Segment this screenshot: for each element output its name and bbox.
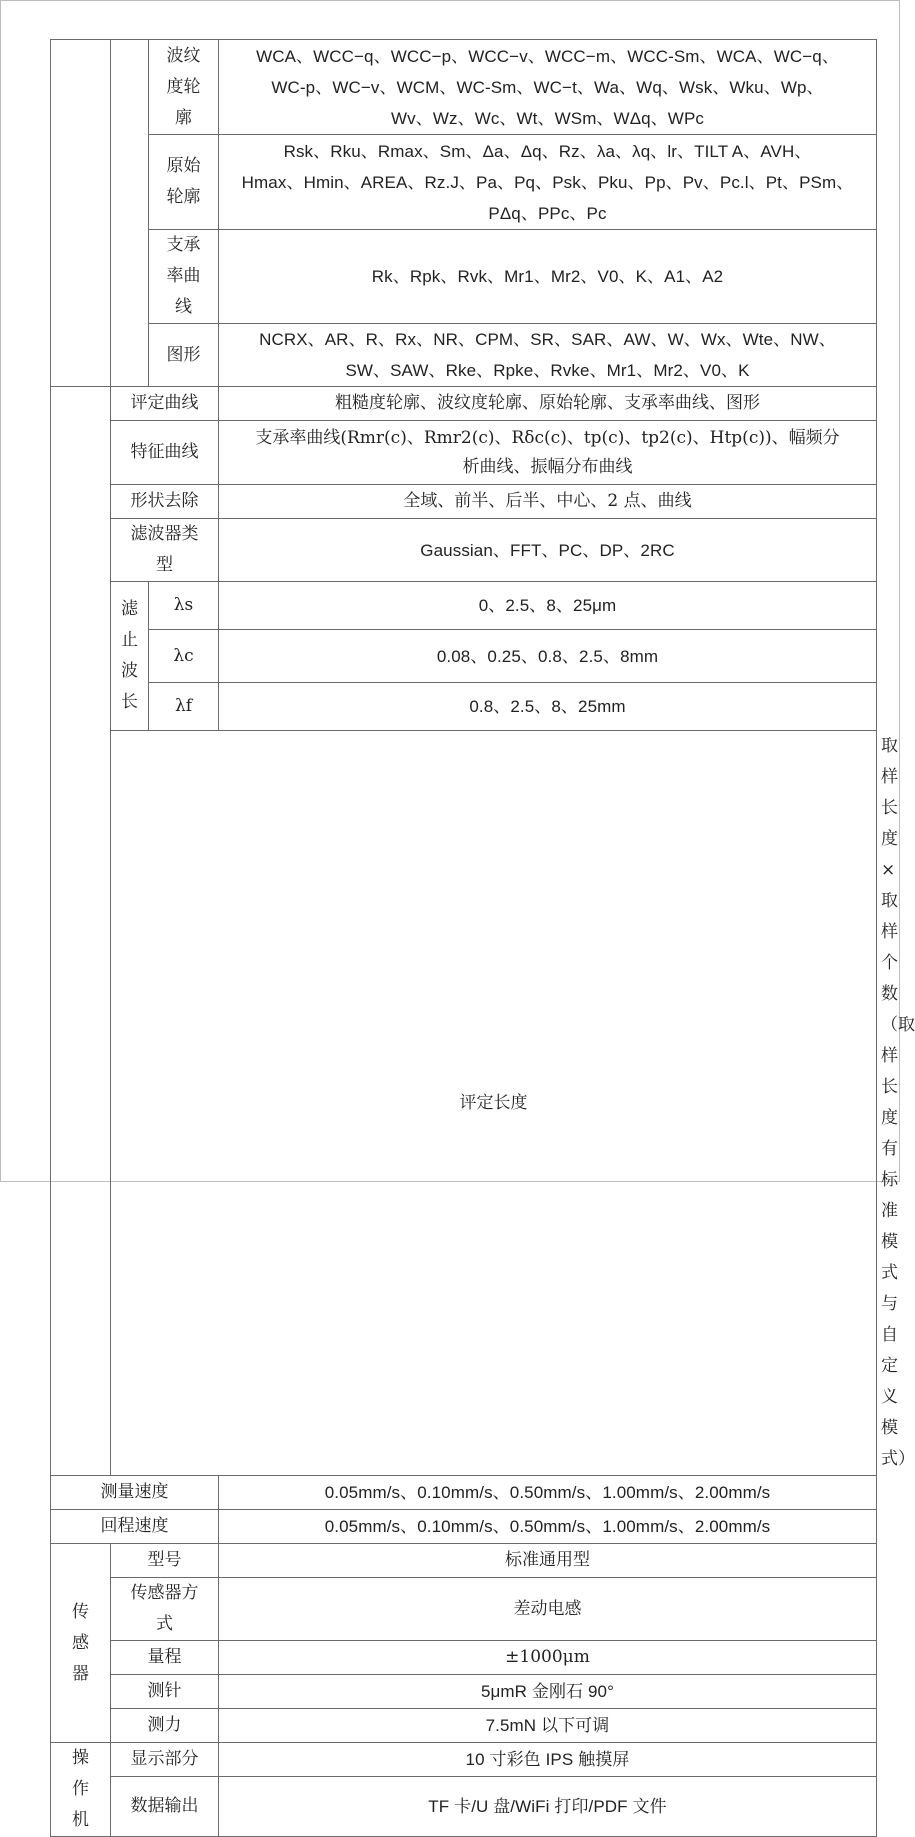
primary-profile-label: 原始 轮廓 [149,135,219,230]
row-graphics [51,324,877,387]
form-removal-value: 全域、前半、后半、中心、2 点、曲线 [219,485,877,519]
form-removal-label: 形状去除 [111,485,219,519]
row-waviness-profile [51,40,877,135]
cutoff-wavelength-group-label: 滤 止 波 长 [111,582,149,731]
row-sensor-model [51,1544,877,1578]
row-return-speed [51,1510,877,1544]
row-data-output [51,1777,877,1837]
row-filter-type [51,519,877,582]
row-primary-profile [51,135,877,230]
sensor-group-label: 传 感 器 [51,1544,111,1743]
inner-group-cell [111,40,149,387]
evaluation-length-label: 评定长度 [111,731,877,1476]
bearing-ratio-curve-value: Rk、Rpk、Rvk、Mr1、Mr2、V0、K、A1、A2 [219,230,877,324]
row-characteristic-curve [51,421,877,485]
filter-type-value: Gaussian、FFT、PC、DP、2RC [219,519,877,582]
row-sensor-range [51,1641,877,1675]
lambda-f-value: 0.8、2.5、8、25mm [219,683,877,731]
row-sensor-force [51,1709,877,1743]
lambda-c-value: 0.08、0.25、0.8、2.5、8mm [219,630,877,683]
outer-group-cell [51,40,111,387]
sensor-range-label: 量程 [111,1641,219,1675]
evaluation-curve-label: 评定曲线 [111,387,219,421]
graphics-value: NCRX、AR、R、Rx、NR、CPM、SR、SAR、AW、W、Wx、Wte、NW、 SW、SAW、Rke、Rpke、Rvke、Mr1、Mr2、V0、K [219,324,877,387]
characteristic-curve-value: 支承率曲线(Rmr(c)、Rmr2(c)、Rδc(c)、tp(c)、tp2(c)、Htp(c))、幅频分 析曲线、振幅分布曲线 [219,421,877,485]
display-label: 显示部分 [111,1743,219,1777]
waviness-profile-value: WCA、WCC−q、WCC−p、WCC−v、WCC−m、WCC-Sm、WCA、WC−q、 WC-p、WC−v、WCM、WC-Sm、WC−t、Wa、Wq、Wsk、Wku、Wp、 Wv、Wz、Wc、Wt、WSm、WΔq、WPc [219,40,877,135]
sensor-range-value: ±1000μm [219,1641,877,1675]
bearing-ratio-curve-label: 支承 率曲 线 [149,230,219,324]
lambda-f-label: λf [149,683,219,731]
lambda-s-value: 0、2.5、8、25μm [219,582,877,630]
sensor-type-value: 差动电感 [219,1578,877,1641]
row-measuring-speed [51,1476,877,1510]
sensor-model-value: 标准通用型 [219,1544,877,1578]
sensor-force-label: 测力 [111,1709,219,1743]
measuring-speed-label: 测量速度 [51,1476,219,1510]
filter-type-label: 滤波器类 型 [111,519,219,582]
lambda-c-label: λc [149,630,219,683]
sensor-stylus-value: 5μmR 金刚石 90° [219,1675,877,1709]
primary-profile-value: Rsk、Rku、Rmax、Sm、Δa、Δq、Rz、λa、λq、lr、TILT A、AVH、 Hmax、Hmin、AREA、Rz.J、Pa、Pq、Psk、Pku、Pp、Pv、Pc.l、Pt、PSm、 PΔq、PPc、Pc [219,135,877,230]
row-sensor-type [51,1578,877,1641]
measuring-speed-value: 0.05mm/s、0.10mm/s、0.50mm/s、1.00mm/s、2.00mm/s [219,1476,877,1510]
sensor-model-label: 型号 [111,1544,219,1578]
row-sensor-stylus [51,1675,877,1709]
row-cutoff-lambda-f [51,683,877,731]
row-form-removal [51,485,877,519]
data-output-value: TF 卡/U 盘/WiFi 打印/PDF 文件 [219,1777,877,1837]
graphics-label: 图形 [149,324,219,387]
row-evaluation-curve [51,387,877,421]
operator-unit-group-label: 操 作 机 [51,1743,111,1837]
row-evaluation-length: 评定长度 取样长度 × 取样个数 （取样长度有标准模式与自定义模式） [51,731,877,1476]
sensor-stylus-label: 测针 [111,1675,219,1709]
row-cutoff-lambda-s [51,582,877,630]
row-bearing-ratio-curve [51,230,877,324]
spec-table [50,39,915,1837]
return-speed-value: 0.05mm/s、0.10mm/s、0.50mm/s、1.00mm/s、2.00mm/s [219,1510,877,1544]
display-value: 10 寸彩色 IPS 触摸屏 [219,1743,877,1777]
sensor-force-value: 7.5mN 以下可调 [219,1709,877,1743]
row-display [51,1743,877,1777]
return-speed-label: 回程速度 [51,1510,219,1544]
characteristic-curve-label: 特征曲线 [111,421,219,485]
data-output-label: 数据输出 [111,1777,219,1837]
lambda-s-label: λs [149,582,219,630]
evaluation-curve-value: 粗糙度轮廓、波纹度轮廓、原始轮廓、支承率曲线、图形 [219,387,877,421]
waviness-profile-label: 波纹 度轮 廓 [149,40,219,135]
sensor-type-label: 传感器方 式 [111,1578,219,1641]
row-cutoff-lambda-c [51,630,877,683]
outer-group-cell-2 [51,387,111,1476]
